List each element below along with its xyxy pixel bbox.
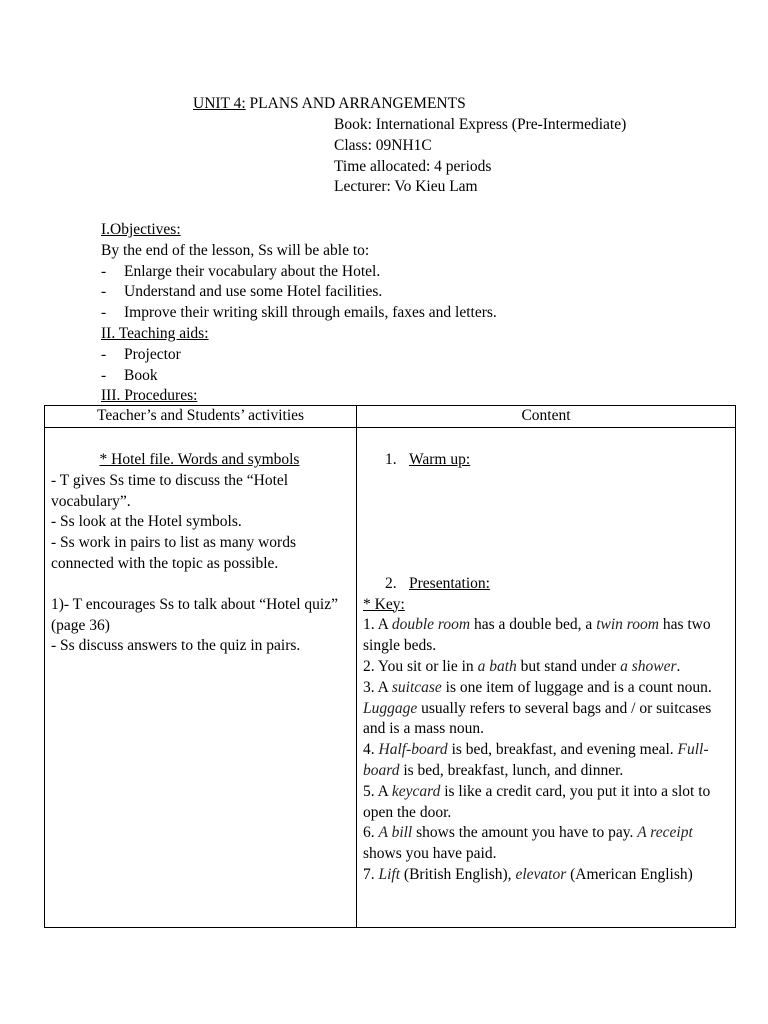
teaching-aids-heading: II. Teaching aids: [101, 324, 209, 342]
warmup-heading: 1. Warm up: [385, 451, 471, 468]
key-item: 2. You sit or lie in a bath but stand under a shower. [363, 657, 681, 675]
key-item: 7. Lift (British English), elevator (American English) [363, 865, 693, 883]
activity-line: - Ss look at the Hotel symbols. [51, 513, 242, 531]
presentation-heading: 2. Presentation: [385, 574, 490, 592]
objectives-heading: I.Objectives: [101, 221, 181, 238]
column-header-activities: Teacher’s and Students’ activities [45, 406, 357, 428]
activity-line: - T gives Ss time to discuss the “Hotel vocabulary”. [51, 471, 289, 510]
activity-line: - Ss discuss answers to the quiz in pairs. [51, 637, 301, 655]
procedures-table [44, 405, 736, 928]
objective-item: - Understand and use some Hotel facilities. [101, 283, 383, 301]
time-line: Time allocated: 4 periods [334, 157, 492, 175]
unit-label: UNIT 4: [193, 95, 246, 112]
activity-line: - Ss work in pairs to list as many words connected with the topic as possible. [51, 534, 296, 572]
objective-item: - Enlarge their vocabulary about the Hotel. [101, 262, 381, 280]
key-heading: * Key: [363, 595, 405, 613]
unit-name: PLANS AND ARRANGEMENTS [245, 95, 466, 112]
objectives-intro: By the end of the lesson, Ss will be able to: [101, 241, 370, 259]
objective-item: - Improve their writing skill through emails, faxes and letters. [101, 304, 497, 322]
column-header-content: Content [357, 406, 736, 428]
class-line: Class: 09NH1C [334, 136, 432, 154]
key-item: 3. A suitcase is one item of luggage and is a count noun. Luggage usually refers to several bags and / or suitcases and is a mass noun. [363, 678, 712, 738]
lecturer-line: Lecturer: Vo Kieu Lam [334, 178, 478, 196]
content-cell [357, 428, 736, 928]
hotel-file-heading: * Hotel file. Words and symbols [99, 451, 300, 468]
key-item: 6. A bill shows the amount you have to pay. A receipt shows you have paid. [363, 824, 693, 863]
key-item: 4. Half-board is bed, breakfast, and evening meal. Full-board is bed, breakfast, lunch, and dinner. [363, 741, 709, 779]
teaching-aid-item: - Projector [101, 345, 181, 363]
activities-cell [45, 428, 357, 928]
lesson-info [334, 115, 626, 198]
unit-title [193, 94, 466, 115]
key-item: 5. A keycard is like a credit card, you put it into a slot to open the door. [363, 782, 711, 821]
key-item: 1. A double room has a double bed, a twin room has two single beds. [363, 616, 711, 655]
lesson-intro [101, 220, 721, 407]
activity-line: 1)- T encourages Ss to talk about “Hotel quiz” (page 36) [51, 595, 338, 634]
procedures-heading: III. Procedures: [101, 387, 198, 405]
teaching-aid-item: - Book [101, 366, 158, 384]
book-line: Book: International Express (Pre-Intermediate) [334, 116, 627, 133]
